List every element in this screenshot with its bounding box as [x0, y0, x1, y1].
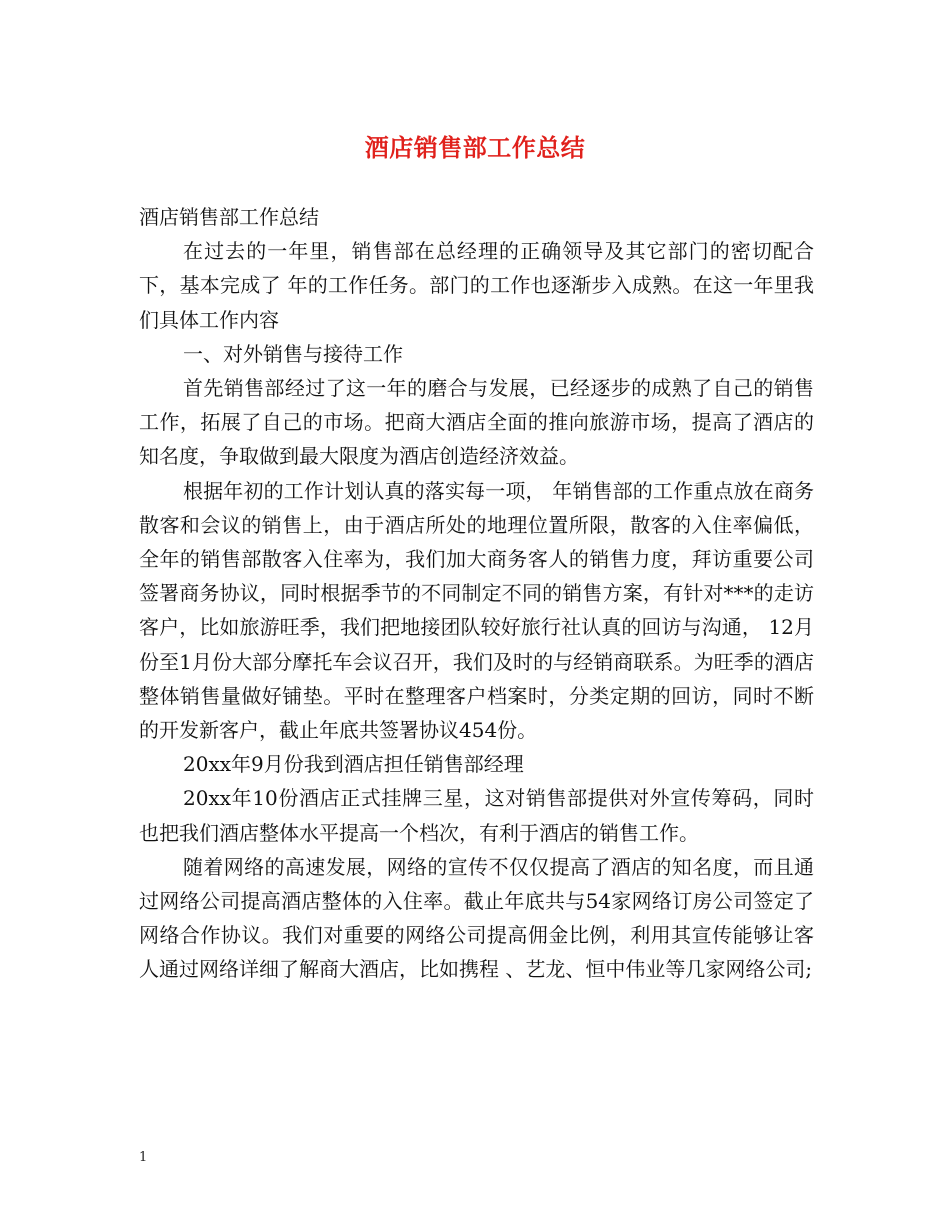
paragraph-network: 随着网络的高速发展，网络的宣传不仅仅提高了酒店的知名度，而且通过网络公司提高酒店整体的入住率。截止年底共与54家网络订房公司签定了网络合作协议。我们对重要的网络公司提高佣金比例，利用其宣传能够让客人通过网络详细了解商大酒店，比如携程 、艺龙、恒中伟业等几家网络公司;: [139, 854, 814, 982]
page-number: 1: [139, 1150, 148, 1165]
paragraph-three-star: 20xx年10份酒店正式挂牌三星，这对销售部提供对外宣传筹码，同时也把我们酒店整体水平提高一个档次，有利于酒店的销售工作。: [139, 786, 814, 845]
document-body: [139, 200, 814, 987]
document-title: 酒店销售部工作总结: [364, 133, 586, 162]
paragraph-heading: 酒店销售部工作总结: [139, 205, 319, 229]
paragraph-appointment: 20xx年9月份我到酒店担任销售部经理: [183, 752, 524, 777]
paragraph-development: 首先销售部经过了这一年的磨合与发展，已经逐步的成熟了自己的销售工作，拓展了自己的市场。把商大酒店全面的推向旅游市场，提高了酒店的知名度，争取做到最大限度为酒店创造经济效益。: [139, 376, 814, 469]
section-heading-sales: 一、对外销售与接待工作: [183, 341, 403, 366]
paragraph-work-plan: 根据年初的工作计划认真的落实每一项， 年销售部的工作重点放在商务散客和会议的销售上，由于酒店所处的地理位置所限，散客的入住率偏低，全年的销售部散客入住率为，我们加大商务客人的销售力度，拜访重要公司签署商务协议，同时根据季节的不同制定不同的销售方案，有针对***的走访客户，比如旅游旺季，我们把地接团队较好旅行社认真的回访与沟通， 12月份至1月份大部分摩托车会议召开，我们及时的与经销商联系。为旺季的酒店整体销售量做好铺垫。平时在整理客户档案时，分类定期的回访，同时不断的开发新客户，截止年底共签署协议454份。: [139, 478, 814, 743]
paragraph-intro: 在过去的一年里，销售部在总经理的正确领导及其它部门的密切配合下，基本完成了 年的工作任务。部门的工作也逐渐步入成熟。在这一年里我们具体工作内容: [139, 239, 814, 332]
